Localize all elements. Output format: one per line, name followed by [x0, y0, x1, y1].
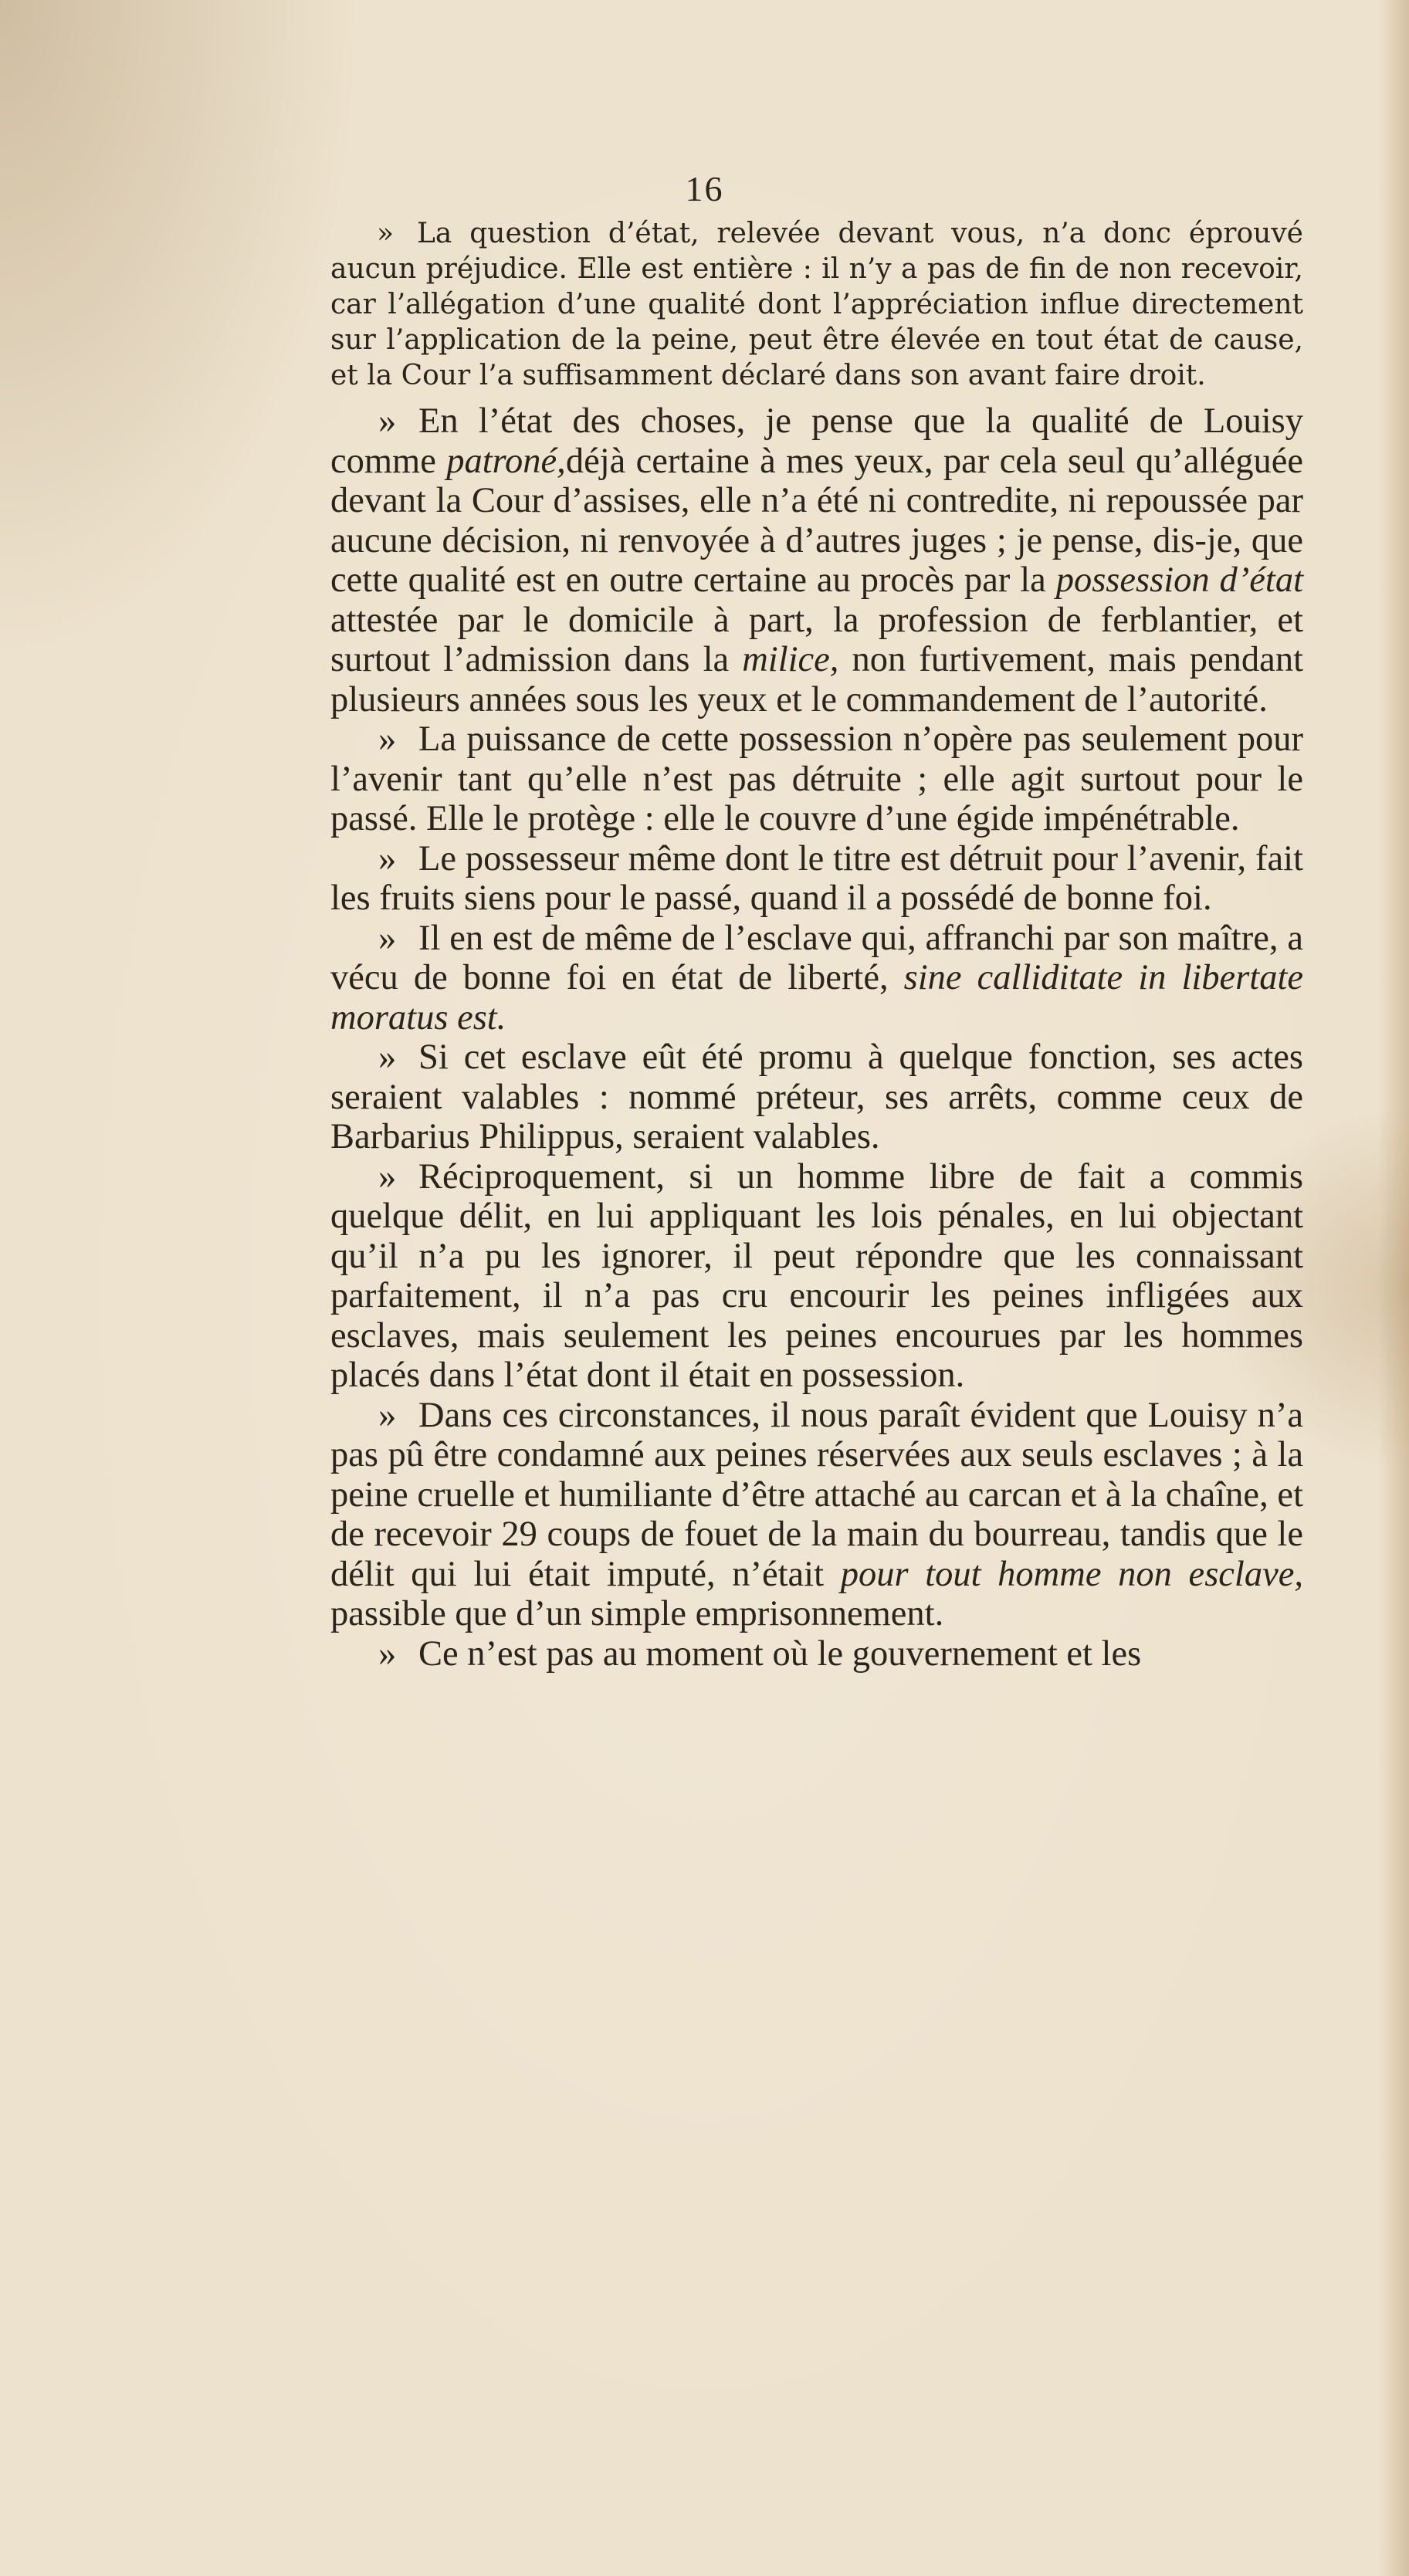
- italic-text: sine calliditate in libertate moratus est.: [330, 958, 1303, 1038]
- separator: [330, 394, 1303, 401]
- paragraph-text: attestée par le domicile à part, la profession de ferblantier, et surtout l’admission dans la: [330, 600, 1303, 679]
- quote-mark: »: [378, 838, 397, 878]
- paragraph-esclave-affranchi: [330, 919, 1303, 1038]
- paragraph-question-etat: [330, 216, 1303, 394]
- italic-text: milice,: [742, 640, 839, 679]
- paragraph-text: non furtivement, mais pendant plusieurs années sous les yeux et le commandement de l’autorité.: [330, 640, 1303, 719]
- paragraph-text: passible que d’un simple emprisonnement.: [330, 1594, 944, 1633]
- quote-mark: »: [378, 1038, 397, 1077]
- italic-text: possession d’état: [1055, 560, 1304, 600]
- paragraph-circonstances: [330, 1396, 1303, 1634]
- paragraph-text: En l’état des choses, je pense que la qualité de Louisy comme: [330, 401, 1303, 481]
- quote-mark: »: [378, 1156, 397, 1197]
- quote-mark: »: [378, 719, 397, 759]
- quote-mark: »: [378, 1395, 397, 1435]
- paragraph-text: déjà certaine à mes yeux, par cela seul qu’alléguée devant la Cour d’assises, elle n’a été ni contredite, ni repoussée par aucune décision, ni renvoyée à d’autres juges ; je pense, dis-je, que cette qualité est en outre certaine au procès par la: [330, 441, 1303, 600]
- paragraph-possesseur: [330, 839, 1303, 919]
- page-edge-shadow: [1378, 0, 1409, 2576]
- paragraph-text: Si cet esclave eût été promu à quelque fonction, ses actes seraient valables : nommé préteur, ses arrêts, comme ceux de Barbarius Philippus, seraient valables.: [330, 1038, 1303, 1156]
- italic-text: pour tout homme non esclave,: [840, 1554, 1303, 1594]
- text-block: [330, 216, 1303, 1674]
- paragraph-etat-des-choses: [330, 401, 1303, 719]
- quote-mark: »: [378, 918, 397, 958]
- quote-mark: »: [378, 1633, 397, 1674]
- paragraph-puissance-possession: [330, 719, 1303, 839]
- paragraph-text: La puissance de cette possession n’opère pas seulement pour l’avenir tant qu’elle n’est pas détruite ; elle agit surtout pour le passé. Elle le protège : elle le couvre d’une égide impénétrable.: [330, 719, 1303, 838]
- paragraph-text: La question d’état, relevée devant vous, n’a donc éprouvé aucun préjudice. Elle est entière : il n’y a pas de fin de non recevoir, car l’allégation d’une qualité dont l’appréciation influe directement sur l’application de la peine, peut être élevée en tout état de cause, et la Cour l’a suffisamment déclaré dans son avant faire droit.: [330, 218, 1303, 391]
- paragraph-gouvernement: [330, 1634, 1303, 1674]
- paragraph-text: Dans ces circonstances, il nous paraît évident que Louisy n’a pas pû être condamné aux peines réservées aux seuls esclaves ; à la peine cruelle et humiliante d’être attaché au carcan et à la chaîne, et de recevoir 29 coups de fouet de la main du bourreau, tandis que le délit qui lui était imputé, n’était: [330, 1395, 1303, 1594]
- paragraph-text: Ce n’est pas au moment où le gouvernement et les: [418, 1633, 1142, 1674]
- paragraph-text: Réciproquement, si un homme libre de fait a commis quelque délit, en lui appliquant les lois pénales, en lui objectant qu’il n’a pu les ignorer, il peut répondre que les connaissant parfaitement, il n’a pas cru encourir les peines infligées aux esclaves, mais seulement les peines encourues par les hommes placés dans l’état dont il était en possession.: [330, 1156, 1303, 1395]
- italic-text: patroné,: [446, 441, 566, 481]
- quote-mark: »: [377, 218, 395, 249]
- page-number: 16: [685, 169, 724, 208]
- paragraph-esclave-promu: [330, 1038, 1303, 1157]
- paragraph-text: Le possesseur même dont le titre est détruit pour l’avenir, fait les fruits siens pour le passé, quand il a possédé de bonne foi.: [330, 838, 1303, 918]
- quote-mark: »: [378, 401, 397, 441]
- paragraph-text: Il en est de même de l’esclave qui, affranchi par son maître, a vécu de bonne foi en état de liberté,: [330, 918, 1303, 997]
- paragraph-reciproquement: [330, 1157, 1303, 1396]
